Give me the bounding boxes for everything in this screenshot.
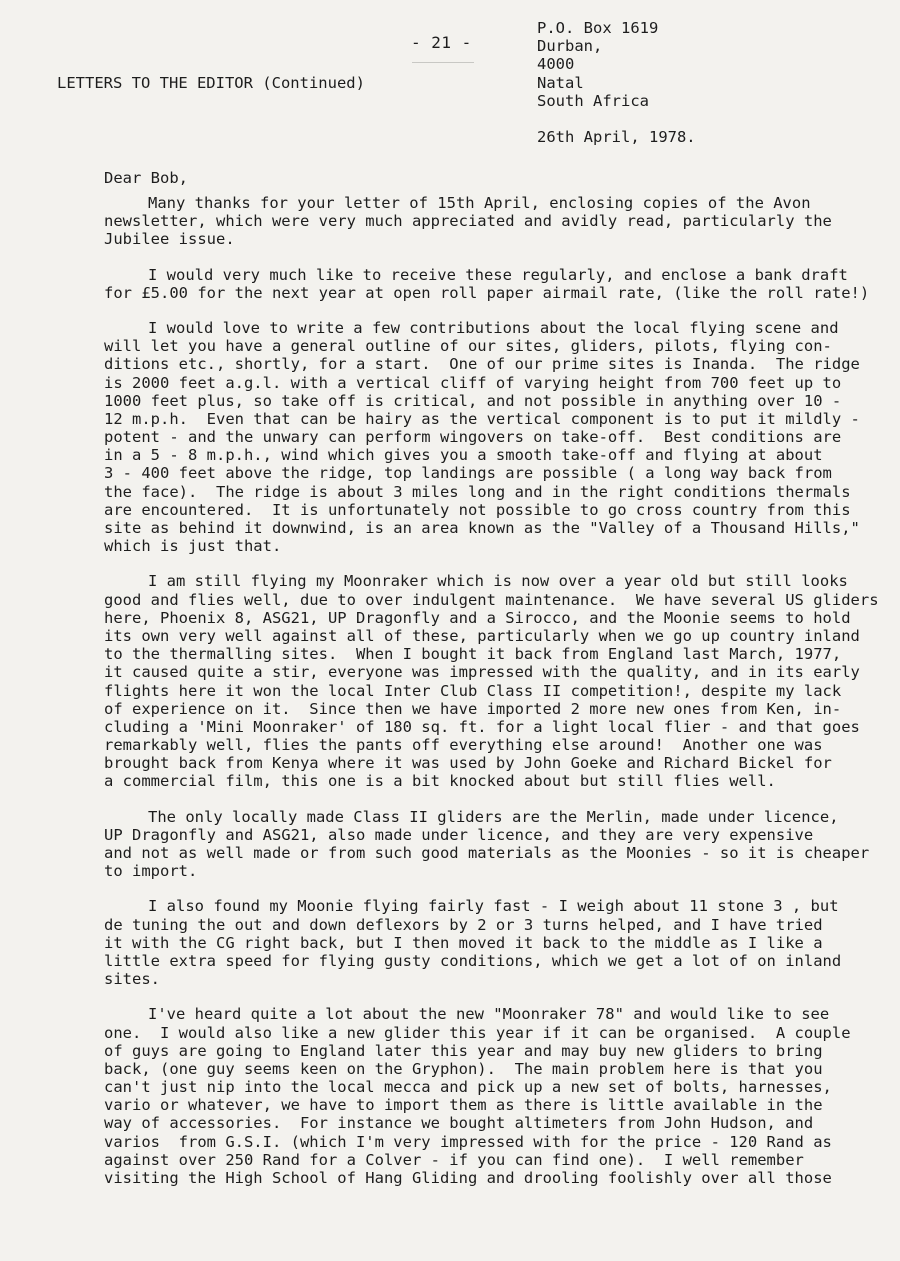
text-line: back, (one guy seems keen on the Gryphon). The main problem here is that you	[104, 1059, 823, 1078]
text-line: one. I would also like a new glider this year if it can be organised. A couple	[104, 1023, 851, 1042]
text-line: in a 5 - 8 m.p.h., wind which gives you a smooth take-off and flying at about	[104, 446, 823, 465]
greeting: Dear Bob,	[104, 169, 188, 187]
address-line: Natal	[537, 73, 584, 92]
text-line: UP Dragonfly and ASG21, also made under licence, and they are very expensive	[104, 825, 814, 844]
text-line: sites.	[104, 970, 160, 989]
text-line: will let you have a general outline of our sites, gliders, pilots, flying con-	[104, 337, 832, 356]
text-line: a commercial film, this one is a bit knocked about but still flies well.	[104, 772, 776, 791]
sender-address	[537, 19, 658, 110]
paragraph	[104, 194, 864, 249]
paragraph	[104, 1005, 864, 1187]
paragraph	[104, 897, 864, 988]
text-line: it with the CG right back, but I then moved it back to the middle as I like a	[104, 933, 823, 952]
text-line: for £5.00 for the next year at open roll paper airmail rate, (like the roll rate!)	[104, 283, 870, 302]
text-line: varios from G.S.I. (which I'm very impressed with for the price - 120 Rand as	[104, 1132, 832, 1151]
text-line: to import.	[104, 862, 198, 881]
address-line: Durban,	[537, 37, 603, 56]
text-line: brought back from Kenya where it was used by John Goeke and Richard Bickel for	[104, 754, 832, 773]
text-line: its own very well against all of these, particularly when we go up country inland	[104, 626, 860, 645]
paragraph	[104, 265, 870, 302]
text-line: 1000 feet plus, so take off is critical, and not possible in anything over 10 -	[104, 391, 842, 410]
text-line: I would very much like to receive these regularly, and enclose a bank draft	[148, 265, 848, 284]
text-line: visiting the High School of Hang Gliding and drooling foolishly over all those	[104, 1169, 832, 1187]
paragraph	[104, 807, 870, 881]
text-line: cluding a 'Mini Moonraker' of 180 sq. ft. for a light local flier - and that goes	[104, 717, 860, 736]
text-line: The only locally made Class II gliders are the Merlin, made under licence,	[148, 807, 839, 826]
text-line: I've heard quite a lot about the new "Moonraker 78" and would like to see	[148, 1005, 830, 1024]
text-line: remarkably well, flies the pants off everything else around! Another one was	[104, 736, 823, 755]
text-line: Jubilee issue.	[104, 230, 235, 249]
section-heading: LETTERS TO THE EDITOR (Continued)	[57, 74, 365, 92]
text-line: can't just nip into the local mecca and pick up a new set of bolts, harnesses,	[104, 1078, 832, 1097]
paragraph	[104, 319, 864, 555]
page-number-rule	[412, 62, 474, 63]
letter-date: 26th April, 1978.	[537, 128, 696, 146]
text-line: 12 m.p.h. Even that can be hairy as the vertical component is to put it mildly -	[104, 409, 860, 428]
text-line: I also found my Moonie flying fairly fast - I weigh about 11 stone 3 , but	[148, 897, 839, 916]
text-line: of experience on it. Since then we have imported 2 more new ones from Ken, in-	[104, 699, 842, 718]
text-line: Many thanks for your letter of 15th April, enclosing copies of the Avon	[148, 194, 811, 212]
text-line: and not as well made or from such good materials as the Moonies - so it is cheaper	[104, 844, 870, 862]
text-line: flights here it won the local Inter Club Class II competition!, despite my lack	[104, 681, 842, 700]
text-line: potent - and the unwary can perform wingovers on take-off. Best conditions are	[104, 428, 842, 447]
text-line: which is just that.	[104, 537, 282, 556]
text-line: ditions etc., shortly, for a start. One of our prime sites is Inanda. The ridge	[104, 355, 860, 374]
paragraph	[104, 572, 879, 791]
text-line: here, Phoenix 8, ASG21, UP Dragonfly and a Sirocco, and the Moonie seems to hold	[104, 608, 851, 627]
text-line: are encountered. It is unfortunately not possible to go cross country from this	[104, 500, 851, 519]
text-line: to the thermalling sites. When I bought it back from England last March, 1977,	[104, 645, 842, 664]
address-line: 4000	[537, 55, 575, 74]
text-line: against over 250 Rand for a Colver - if you can find one). I well remember	[104, 1150, 804, 1169]
text-line: way of accessories. For instance we bought altimeters from John Hudson, and	[104, 1114, 814, 1133]
text-line: little extra speed for flying gusty conditions, which we get a lot of on inland	[104, 951, 842, 970]
address-line: P.O. Box 1619	[537, 19, 659, 37]
text-line: the face). The ridge is about 3 miles long and in the right conditions thermals	[104, 482, 851, 501]
text-line: is 2000 feet a.g.l. with a vertical cliff of varying height from 700 feet up to	[104, 373, 842, 392]
text-line: I am still flying my Moonraker which is now over a year old but still looks	[148, 572, 848, 591]
text-line: site as behind it downwind, is an area known as the "Valley of a Thousand Hills,"	[104, 519, 860, 537]
text-line: I would love to write a few contributions about the local flying scene and	[148, 318, 839, 337]
text-line: 3 - 400 feet above the ridge, top landings are possible ( a long way back from	[104, 464, 832, 483]
text-line: de tuning the out and down deflexors by 2 or 3 turns helped, and I have tried	[104, 915, 823, 934]
text-line: newsletter, which were very much appreciated and avidly read, particularly the	[104, 212, 832, 231]
address-line: South Africa	[537, 91, 649, 110]
letter-body	[104, 169, 879, 1204]
text-line: of guys are going to England later this year and may buy new gliders to bring	[104, 1041, 823, 1060]
page-number: - 21 -	[411, 33, 472, 52]
text-line: it caused quite a stir, everyone was impressed with the quality, and in its early	[104, 663, 860, 682]
text-line: good and flies well, due to over indulgent maintenance. We have several US gliders	[104, 590, 879, 609]
text-line: vario or whatever, we have to import them as there is little available in the	[104, 1096, 823, 1115]
